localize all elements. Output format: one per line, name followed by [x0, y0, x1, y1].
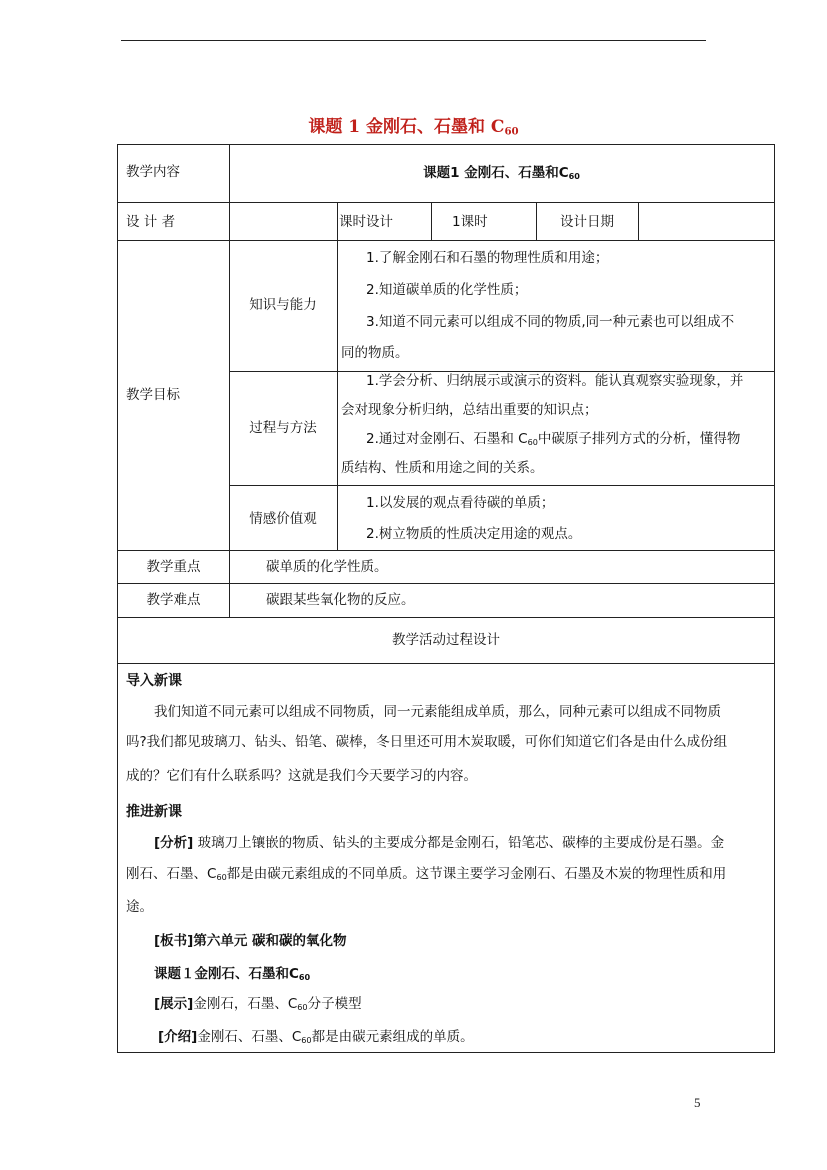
- lesson-title-line: 课题１金刚石、石墨和$C_{60}$: [154, 966, 311, 983]
- knowledge-item-3: 3.知道不同元素可以组成不同的物质,同一种元素也可以组成不: [366, 314, 735, 330]
- emotion-item-2: 2.树立物质的性质决定用途的观点。: [366, 526, 582, 542]
- knowledge-item-2: 2.知道碳单质的化学性质；: [366, 282, 528, 298]
- process-label: 过程与方法: [249, 420, 317, 436]
- advance-heading: 推进新课: [126, 804, 182, 820]
- process-line-2: 会对现象分析归纳，总结出重要的知识点；: [341, 402, 598, 418]
- knowledge-label: 知识与能力: [249, 297, 317, 313]
- intro-line-1: 我们知道不同元素可以组成不同物质，同一元素能组成单质，那么，同种元素可以组成不同物质: [154, 704, 721, 720]
- designer-label: 设 计 者: [126, 214, 176, 230]
- difficulty-label: 教学难点: [146, 592, 201, 608]
- analysis-line-2: 刚石、石墨、$C_{60}$都是由碳元素组成的不同单质。这节课主要学习金刚石、石墨及木炭的物理性质和用: [126, 866, 727, 883]
- analysis-line-1: [分析] 玻璃刀上镶嵌的物质、钻头的主要成分都是金刚石，铅笔芯、碳棒的主要成份是石墨。金: [154, 835, 725, 851]
- analysis-line-3: 途。: [126, 899, 153, 915]
- page-title: 课题 1 金刚石、石墨和 $C_{60}$: [308, 117, 519, 138]
- period-value: 1课时: [452, 214, 488, 230]
- date-label: 设计日期: [560, 214, 614, 230]
- intro-line-3: 成的？它们有什么联系吗？这就是我们今天要学习的内容。: [126, 768, 477, 784]
- goals-label: 教学目标: [126, 387, 180, 403]
- emotion-item-1: 1.以发展的观点看待碳的单质；: [366, 495, 555, 511]
- board-line: [板书]第六单元 碳和碳的氧化物: [154, 933, 347, 949]
- activity-header: 教学活动过程设计: [392, 632, 500, 648]
- process-line-4: 质结构、性质和用途之间的关系。: [341, 460, 544, 476]
- emotion-label: 情感价值观: [249, 511, 317, 527]
- key-point-label: 教学重点: [146, 559, 201, 575]
- knowledge-item-3-cont: 同的物质。: [341, 345, 409, 361]
- knowledge-item-1: 1.了解金刚石和石墨的物理性质和用途；: [366, 250, 609, 266]
- process-line-3: 2.通过对金刚石、石墨和 $C_{60}$中碳原子排列方式的分析，懂得物: [366, 431, 741, 448]
- page-number: 5: [694, 1095, 701, 1110]
- content-value: 课题1 金刚石、石墨和$C_{60}$: [423, 165, 580, 182]
- intro-heading: 导入新课: [126, 673, 182, 689]
- intro-line-2: 吗?我们都见玻璃刀、钻头、铅笔、碳棒，冬日里还可用木炭取暖，可你们知道它们各是由什么成份组: [126, 734, 728, 750]
- content-label: 教学内容: [126, 164, 180, 180]
- intro2-line: [介绍]金刚石、石墨、$C_{60}$都是由碳元素组成的单质。: [158, 1029, 474, 1046]
- lesson-plan-table: [117, 144, 775, 1053]
- display-line: [展示]金刚石，石墨、$C_{60}$分子模型: [154, 996, 362, 1013]
- difficulty-value: 碳跟某些氧化物的反应。: [266, 592, 415, 608]
- process-line-1: 1.学会分析、归纳展示或演示的资料。能认真观察实验现象，并: [366, 373, 744, 389]
- key-point-value: 碳单质的化学性质。: [266, 559, 388, 575]
- period-label: 课时设计: [339, 214, 393, 230]
- header-rule: [121, 40, 706, 41]
